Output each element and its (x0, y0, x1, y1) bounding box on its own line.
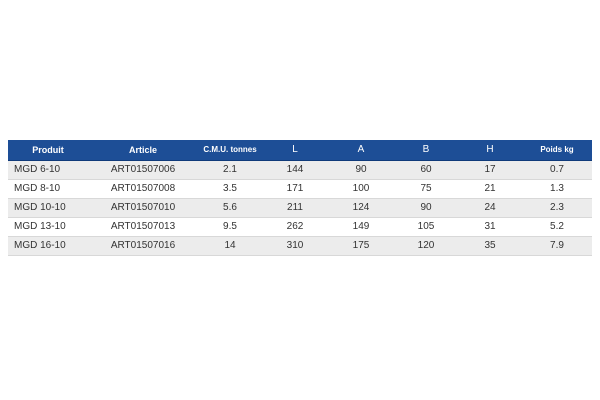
cell-poids: 7.9 (522, 236, 592, 255)
cell-h: 31 (458, 217, 522, 236)
cell-h: 21 (458, 179, 522, 198)
cell-article: ART01507008 (88, 179, 198, 198)
table-row (8, 179, 592, 198)
spec-table (8, 140, 592, 256)
cell-b: 60 (394, 160, 458, 179)
cell-a: 90 (328, 160, 394, 179)
cell-a: 149 (328, 217, 394, 236)
header-h: H (458, 140, 522, 160)
cell-l: 310 (262, 236, 328, 255)
cell-h: 24 (458, 198, 522, 217)
cell-produit: MGD 8-10 (8, 179, 88, 198)
header-a: A (328, 140, 394, 160)
cell-cmu: 5.6 (198, 198, 262, 217)
cell-b: 75 (394, 179, 458, 198)
cell-a: 175 (328, 236, 394, 255)
cell-produit: MGD 16-10 (8, 236, 88, 255)
table-row (8, 236, 592, 255)
cell-produit: MGD 13-10 (8, 217, 88, 236)
header-b: B (394, 140, 458, 160)
cell-cmu: 14 (198, 236, 262, 255)
cell-poids: 2.3 (522, 198, 592, 217)
cell-produit: MGD 6-10 (8, 160, 88, 179)
header-l: L (262, 140, 328, 160)
cell-l: 262 (262, 217, 328, 236)
cell-article: ART01507016 (88, 236, 198, 255)
cell-article: ART01507010 (88, 198, 198, 217)
cell-poids: 1.3 (522, 179, 592, 198)
cell-a: 100 (328, 179, 394, 198)
cell-article: ART01507006 (88, 160, 198, 179)
cell-poids: 5.2 (522, 217, 592, 236)
table-row (8, 217, 592, 236)
cell-l: 144 (262, 160, 328, 179)
cell-a: 124 (328, 198, 394, 217)
header-poids: Poids kg (522, 140, 592, 160)
table-row (8, 160, 592, 179)
header-article: Article (88, 140, 198, 160)
cell-b: 120 (394, 236, 458, 255)
cell-h: 35 (458, 236, 522, 255)
cell-produit: MGD 10-10 (8, 198, 88, 217)
cell-h: 17 (458, 160, 522, 179)
cell-l: 211 (262, 198, 328, 217)
cell-l: 171 (262, 179, 328, 198)
header-cmu: C.M.U. tonnes (198, 140, 262, 160)
table-row (8, 198, 592, 217)
cell-cmu: 9.5 (198, 217, 262, 236)
cell-cmu: 3.5 (198, 179, 262, 198)
header-produit: Produit (8, 140, 88, 160)
table-header-row (8, 140, 592, 160)
cell-b: 105 (394, 217, 458, 236)
cell-b: 90 (394, 198, 458, 217)
cell-cmu: 2.1 (198, 160, 262, 179)
cell-article: ART01507013 (88, 217, 198, 236)
cell-poids: 0.7 (522, 160, 592, 179)
